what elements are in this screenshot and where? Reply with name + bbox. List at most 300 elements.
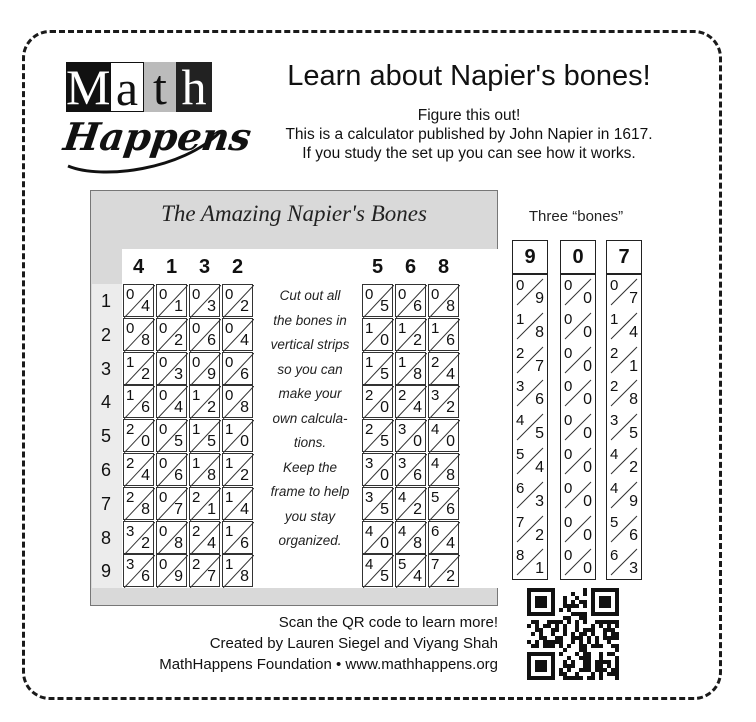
logo-letter: M [66,59,111,115]
tens-digit: 0 [159,488,168,506]
instructions-line: own calcula- [272,410,348,426]
tens-digit: 0 [398,286,407,303]
units-digit: 5 [380,433,389,451]
units-digit: 6 [174,467,183,484]
units-digit: 4 [174,399,183,417]
product-cell [156,318,187,351]
bone-cell [561,444,595,478]
tens-digit: 0 [126,286,135,303]
product-cell [156,554,187,587]
product-cell [395,487,426,520]
tens-digit: 0 [159,421,168,439]
bone-cell [607,478,641,512]
tens-digit: 7 [431,556,440,574]
tens-digit: 1 [225,522,234,540]
footer-credits [60,612,498,675]
product-cell [189,318,220,351]
product-cell [156,419,187,452]
units-digit: 1 [207,500,216,518]
units-digit: 3 [629,560,638,578]
subtitle-line: This is a calculator published by John Napier in 1617. [285,126,653,143]
subtitle-line: Figure this out! [417,107,521,124]
tens-digit: 0 [159,319,168,337]
footer-line: Scan the QR code to learn more! [278,614,498,631]
instructions-text [260,284,360,554]
row-number: 1 [100,291,111,311]
units-digit: 5 [380,500,389,518]
units-digit: 4 [240,331,249,349]
product-cell [362,554,393,587]
product-cell [395,453,426,486]
tens-digit: 0 [159,522,168,540]
units-digit: 2 [240,298,249,315]
bone-cell [513,410,547,444]
product-cell [156,453,187,486]
bone-header: 7 [606,240,642,274]
units-digit: 0 [583,425,592,443]
tens-digit: 0 [564,277,573,294]
bone-cell [513,376,547,410]
tens-digit: 2 [365,421,374,439]
units-digit: 2 [141,365,150,383]
tens-digit: 1 [398,319,407,337]
tens-digit: 0 [225,353,234,371]
product-cell [428,385,459,418]
tens-digit: 1 [126,353,135,371]
product-cell [189,554,220,587]
units-digit: 2 [446,399,455,417]
row-number: 5 [100,426,111,447]
product-cell [428,521,459,554]
units-digit: 8 [141,500,150,518]
units-digit: 7 [629,290,638,307]
units-digit: 5 [535,425,544,443]
tens-digit: 2 [192,556,201,574]
product-cell [222,318,253,351]
units-digit: 4 [141,467,150,484]
bone-cell [607,410,641,444]
tens-digit: 4 [431,421,440,439]
units-digit: 5 [174,433,183,451]
units-digit: 0 [380,331,389,349]
tens-digit: 1 [365,319,374,337]
units-digit: 6 [446,500,455,518]
units-digit: 0 [583,391,592,409]
tens-digit: 4 [610,479,619,497]
product-cell [156,284,187,317]
tens-digit: 2 [126,488,135,506]
bone-cell [607,512,641,546]
bones-label: Three “bones” [528,208,624,225]
bone-cell [513,444,547,478]
subtitle-line: If you study the set up you can see how it works. [302,145,636,162]
units-digit: 4 [240,500,249,518]
units-digit: 0 [446,433,455,451]
tens-digit: 0 [564,344,573,362]
tens-digit: 1 [225,488,234,506]
logo-letter: t [144,62,176,112]
tens-digit: 5 [431,488,440,506]
tens-digit: 0 [564,412,573,430]
units-digit: 5 [380,365,389,383]
instructions-line: the bones in [273,312,347,328]
units-digit: 9 [535,290,544,307]
tens-digit: 5 [610,513,619,531]
units-digit: 0 [583,290,592,307]
units-digit: 2 [535,526,544,544]
bone-cell [561,545,595,579]
tens-digit: 0 [192,286,201,303]
units-digit: 6 [141,568,150,586]
bone-cell [561,309,595,343]
units-digit: 0 [380,399,389,417]
product-cell [362,284,393,317]
tens-digit: 3 [126,556,135,574]
product-cell [222,554,253,587]
tens-digit: 5 [516,446,525,463]
tens-digit: 4 [398,488,407,506]
footer-line: MathHappens Foundation • www.mathhappens.org [159,656,498,673]
units-digit: 8 [413,534,422,552]
product-cell [362,419,393,452]
units-digit: 0 [583,560,592,578]
row-number: 7 [100,493,111,514]
product-cell [428,419,459,452]
tens-digit: 1 [431,319,440,337]
product-cell [123,453,154,486]
bone-cell [607,444,641,478]
product-cell [395,318,426,351]
bone-strip [512,274,548,580]
units-digit: 5 [380,298,389,315]
tens-digit: 6 [516,479,525,497]
row-number: 8 [100,527,111,548]
units-digit: 0 [141,433,150,451]
bone-cell [513,512,547,546]
units-digit: 0 [583,323,592,341]
units-digit: 8 [240,399,249,417]
subtitle-block [236,106,702,163]
product-cell [428,554,459,587]
units-digit: 2 [240,467,249,484]
tens-digit: 1 [610,310,619,328]
tens-digit: 8 [516,547,525,565]
units-digit: 7 [174,500,183,518]
row-number: 6 [100,460,111,480]
tens-digit: 3 [431,387,440,405]
units-digit: 0 [380,467,389,484]
bone-strip [606,274,642,580]
instructions-line: make your [278,386,342,401]
tens-digit: 4 [398,522,407,540]
qr-code-icon[interactable] [527,588,619,680]
product-cell [123,419,154,452]
tens-digit: 0 [126,319,135,337]
units-digit: 3 [535,492,544,510]
units-digit: 6 [141,399,150,417]
product-cell [123,318,154,351]
column-header-digit: 1 [165,256,178,278]
tens-digit: 1 [126,387,135,405]
bone-cell [561,410,595,444]
product-cell [428,487,459,520]
tens-digit: 0 [159,556,168,574]
units-digit: 2 [629,459,638,476]
bone-cell [561,376,595,410]
page-title: Learn about Napier's bones! [287,60,651,92]
product-cell [428,352,459,385]
units-digit: 9 [207,365,216,383]
tens-digit: 0 [516,277,525,294]
product-cell [156,385,187,418]
units-digit: 2 [413,331,422,349]
product-cell [123,521,154,554]
product-cell [123,487,154,520]
tens-digit: 3 [365,488,374,506]
tens-digit: 0 [564,513,573,531]
tens-digit: 4 [431,455,440,472]
bone-cell [607,275,641,309]
product-cell [189,487,220,520]
product-cell [123,554,154,587]
bone-cell [561,512,595,546]
product-cell [395,385,426,418]
units-digit: 6 [240,534,249,552]
units-digit: 5 [380,568,389,586]
instructions-line: Cut out all [279,288,341,303]
tens-digit: 1 [192,455,201,472]
product-cell [123,352,154,385]
product-cell [395,284,426,317]
tens-digit: 2 [126,455,135,472]
instructions-line: you stay [284,508,336,524]
instructions-line: tions. [293,435,327,450]
product-cell [189,385,220,418]
tens-digit: 1 [398,353,407,371]
bone-cell [513,343,547,377]
units-digit: 0 [583,459,592,476]
tens-digit: 0 [159,455,168,472]
units-digit: 4 [446,534,455,552]
tens-digit: 0 [225,319,234,337]
units-digit: 4 [413,568,422,586]
tens-digit: 2 [516,344,525,362]
tens-digit: 1 [516,310,525,328]
tens-digit: 0 [365,286,374,303]
product-cell [428,318,459,351]
units-digit: 5 [207,433,216,451]
instructions-line: frame to help [270,484,350,499]
product-cell [428,284,459,317]
tens-digit: 0 [159,286,168,303]
units-digit: 0 [380,534,389,552]
bone-header: 0 [560,240,596,274]
units-digit: 0 [413,433,422,451]
tens-digit: 0 [610,277,619,294]
column-header-digit: 2 [231,256,244,278]
product-cell [189,284,220,317]
tens-digit: 0 [431,286,440,303]
units-digit: 4 [207,534,216,552]
instructions-line: organized. [278,533,342,548]
logo-letter: h [176,62,212,112]
product-cell [189,352,220,385]
bone-cell [513,275,547,309]
units-digit: 8 [446,467,455,484]
units-digit: 9 [629,492,638,510]
product-cell [362,385,393,418]
product-cell [395,521,426,554]
units-digit: 2 [207,399,216,417]
product-cell [395,554,426,587]
logo-letter: a [110,62,144,112]
product-cell [222,419,253,452]
row-number: 4 [100,392,111,413]
units-digit: 9 [174,568,183,586]
bone-cell [607,376,641,410]
units-digit: 8 [240,568,249,586]
units-digit: 8 [141,331,150,349]
tens-digit: 1 [225,455,234,472]
tens-digit: 0 [564,310,573,328]
product-cell [395,352,426,385]
units-digit: 0 [583,357,592,375]
tens-digit: 2 [365,387,374,405]
logo-script: Happens [60,114,255,159]
tens-digit: 2 [192,488,201,506]
tens-digit: 0 [564,378,573,396]
bone-cell [513,478,547,512]
bone-cell [561,478,595,512]
units-digit: 6 [413,467,422,484]
tens-digit: 3 [398,421,407,439]
product-cell [222,284,253,317]
instructions-line: vertical strips [270,337,350,352]
footer-line: Created by Lauren Siegel and Viyang Shah [209,635,498,652]
tens-digit: 5 [398,556,407,574]
product-cell [362,318,393,351]
units-digit: 4 [446,365,455,383]
tens-digit: 2 [126,421,135,439]
units-digit: 3 [207,298,216,315]
product-cell [189,521,220,554]
tens-digit: 0 [192,353,201,371]
instructions-line: so you can [277,361,343,377]
bone-cell [607,343,641,377]
tens-digit: 4 [365,522,374,540]
bone-header: 9 [512,240,548,274]
tens-digit: 0 [564,479,573,497]
product-cell [222,453,253,486]
tens-digit: 6 [610,547,619,565]
units-digit: 2 [141,534,150,552]
bone-cell [607,545,641,579]
units-digit: 6 [413,298,422,315]
logo-swash-icon [60,58,255,184]
tens-digit: 0 [159,387,168,405]
column-header-digit: 6 [404,256,417,278]
tens-digit: 0 [564,446,573,463]
units-digit: 6 [629,526,638,544]
units-digit: 0 [240,433,249,451]
units-digit: 8 [174,534,183,552]
bone-strip [560,274,596,580]
units-digit: 6 [535,391,544,409]
tens-digit: 6 [431,522,440,540]
units-digit: 8 [207,467,216,484]
tens-digit: 1 [225,421,234,439]
tens-digit: 0 [225,286,234,303]
units-digit: 8 [446,298,455,315]
tens-digit: 3 [126,522,135,540]
tens-digit: 2 [192,522,201,540]
tens-digit: 0 [159,353,168,371]
frame-title: The Amazing Napier's Bones [161,201,427,226]
units-digit: 4 [629,323,638,341]
tens-digit: 3 [398,455,407,472]
units-digit: 7 [207,568,216,586]
bone-cell [561,275,595,309]
tens-digit: 4 [516,412,525,430]
units-digit: 7 [535,357,544,375]
tens-digit: 1 [365,353,374,371]
product-cell [123,284,154,317]
tens-digit: 4 [365,556,374,574]
tens-digit: 1 [192,421,201,439]
tens-digit: 2 [398,387,407,405]
product-cell [362,352,393,385]
column-header-digit: 5 [371,256,384,278]
tens-digit: 4 [610,446,619,463]
units-digit: 1 [174,298,183,315]
bone-cell [561,343,595,377]
units-digit: 6 [446,331,455,349]
tens-digit: 3 [610,412,619,430]
bone-cell [607,309,641,343]
units-digit: 5 [629,425,638,443]
product-cell [156,352,187,385]
tens-digit: 3 [365,455,374,472]
product-cell [156,521,187,554]
product-cell [222,521,253,554]
tens-digit: 2 [610,378,619,396]
row-number: 3 [100,358,111,379]
bone-cell [513,309,547,343]
units-digit: 0 [583,492,592,510]
tens-digit: 0 [225,387,234,405]
tens-digit: 0 [564,547,573,565]
units-digit: 8 [629,391,638,409]
units-digit: 2 [446,568,455,586]
product-cell [189,419,220,452]
product-cell [123,385,154,418]
product-cell [189,453,220,486]
product-cell [156,487,187,520]
product-cell [222,352,253,385]
units-digit: 1 [535,560,544,578]
tens-digit: 0 [192,319,201,337]
units-digit: 4 [413,399,422,417]
column-header-digit: 4 [132,256,145,278]
units-digit: 2 [413,500,422,518]
bone-cell [513,545,547,579]
units-digit: 8 [413,365,422,383]
tens-digit: 3 [516,378,525,396]
tens-digit: 1 [192,387,201,405]
units-digit: 1 [629,357,638,375]
product-cell [222,385,253,418]
units-digit: 4 [141,298,150,315]
